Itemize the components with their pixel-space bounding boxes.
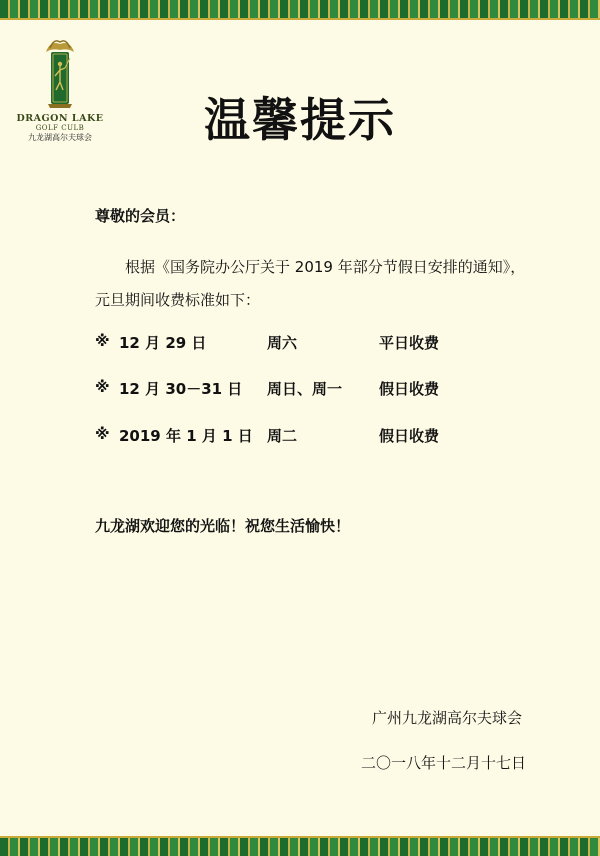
logo-subtitle-en: GOLF CULB <box>35 124 85 132</box>
schedule-weekday: 周日、周一 <box>267 380 343 398</box>
greeting: 尊敬的会员： <box>95 207 186 225</box>
signature: 广州九龙湖高尔夫球会 <box>372 709 523 727</box>
reference-mark: ※ <box>95 425 110 443</box>
decorative-border-top <box>0 0 600 20</box>
schedule-fee: 假日收费 <box>379 380 440 398</box>
schedule-fee: 假日收费 <box>379 427 440 445</box>
schedule-date: 2019 年 1 月 1 日 <box>119 427 253 445</box>
notice-body-line-1: 根据《国务院办公厅关于 2019 年部分节假日安排的通知》， <box>125 258 526 276</box>
decorative-border-bottom <box>0 836 600 856</box>
schedule-date: 12 月 29 日 <box>119 334 207 352</box>
page-title: 温馨提示 <box>204 93 396 147</box>
logo-name-en: DRAGON LAKE <box>16 113 104 124</box>
schedule-fee: 平日收费 <box>379 334 440 352</box>
notice-body-line-2: 元旦期间收费标准如下： <box>95 291 261 309</box>
logo-name-cn: 九龙湖高尔夫球会 <box>28 133 92 142</box>
closing-message: 九龙湖欢迎您的光临！祝您生活愉快！ <box>95 517 351 535</box>
schedule-weekday: 周二 <box>267 427 298 445</box>
reference-mark: ※ <box>95 332 110 350</box>
issue-date: 二〇一八年十二月十七日 <box>361 754 527 772</box>
schedule-date: 12 月 30－31 日 <box>119 380 243 398</box>
reference-mark: ※ <box>95 378 110 396</box>
schedule-weekday: 周六 <box>267 334 298 352</box>
